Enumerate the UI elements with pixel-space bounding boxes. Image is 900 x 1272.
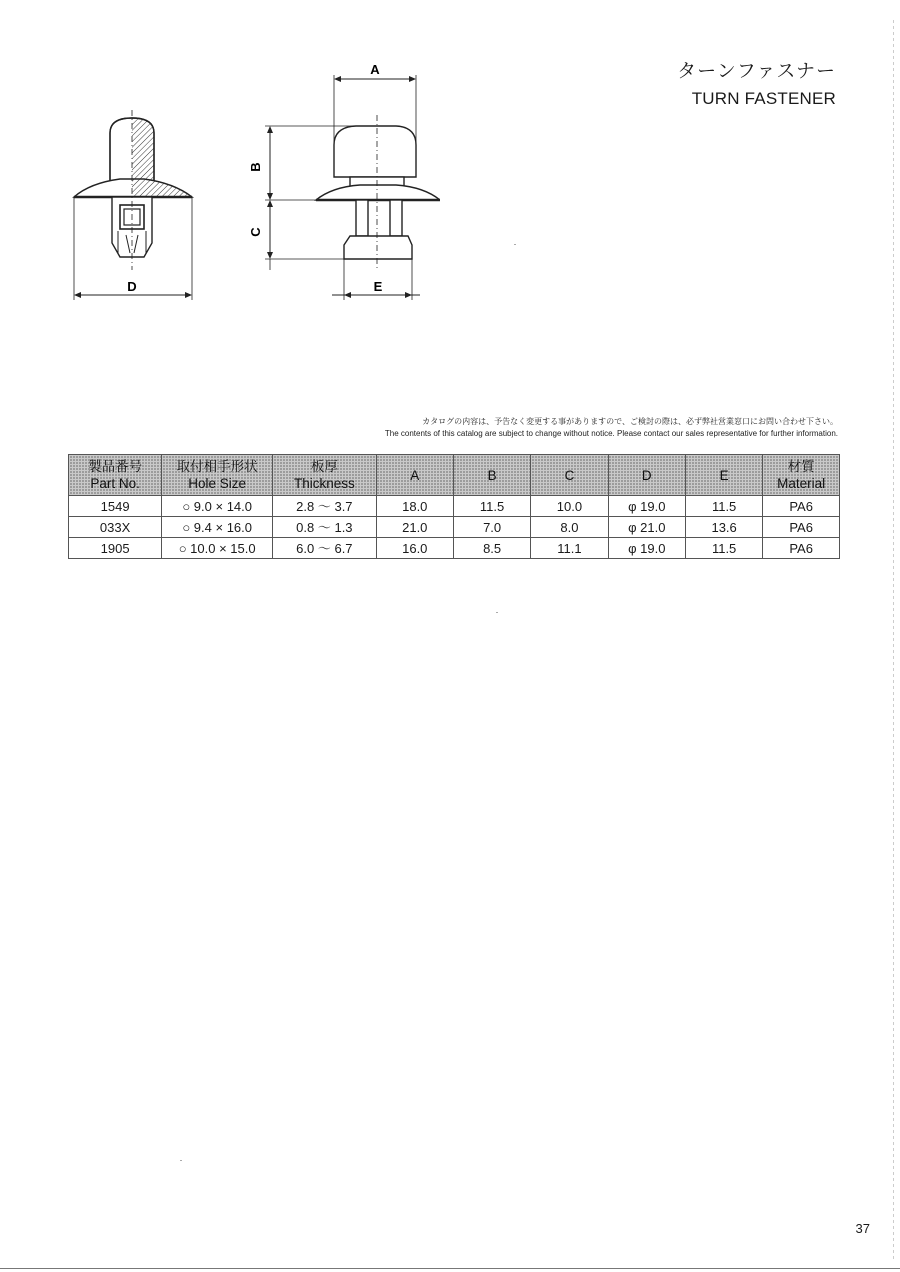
fastener-drawing [60,55,440,315]
page-number: 37 [855,1221,870,1236]
notice-japanese: カタログの内容は、予告なく変更する事がありますので、ご検討の際は、必ず弊社営業窓口にお問い合わせ下さい。 [422,417,838,426]
scan-dot [180,1160,182,1161]
dimension-label-e: E [373,279,383,294]
header-d: D [608,455,685,496]
scan-dot [514,244,516,245]
cell-material: PA6 [763,517,840,538]
table-header-row [69,455,840,496]
cell-c: 10.0 [531,496,608,517]
page-edge [893,20,894,1260]
cell-hole-size: ○ 9.0 × 14.0 [162,496,273,517]
title-japanese: ターンファスナー [677,60,836,82]
header-e: E [685,455,762,496]
table-row [69,517,840,538]
cell-thickness: 0.8 ～ 1.3 [273,517,376,538]
cell-d: φ 21.0 [608,517,685,538]
cell-b: 11.5 [453,496,530,517]
cell-c: 8.0 [531,517,608,538]
cell-hole-size: ○ 10.0 × 15.0 [162,538,273,559]
cell-a: 16.0 [376,538,453,559]
dimension-label-c: C [248,227,263,237]
table-row [69,496,840,517]
cell-thickness: 2.8 ～ 3.7 [273,496,376,517]
cell-e: 13.6 [685,517,762,538]
table-row [69,538,840,559]
cell-material: PA6 [763,496,840,517]
header-hole-size: 取付相手形状 Hole Size [162,455,273,496]
cell-d: φ 19.0 [608,496,685,517]
cell-material: PA6 [763,538,840,559]
cell-d: φ 19.0 [608,538,685,559]
spec-table [68,454,840,559]
dimension-label-b: B [248,162,263,172]
cell-part-no: 1549 [69,496,162,517]
side-section-view [74,110,192,300]
header-material: 材質 Material [763,455,840,496]
notice-english: The contents of this catalog are subject to change without notice. Please contact our sales representative for further information. [384,429,838,438]
cell-b: 7.0 [453,517,530,538]
header-b: B [453,455,530,496]
cell-e: 11.5 [685,538,762,559]
dimension-label-a: A [370,62,380,77]
header-part-no: 製品番号 Part No. [69,455,162,496]
cell-a: 21.0 [376,517,453,538]
header-thickness: 板厚 Thickness [273,455,376,496]
header-c: C [531,455,608,496]
cell-hole-size: ○ 9.4 × 16.0 [162,517,273,538]
cell-a: 18.0 [376,496,453,517]
bottom-rule [0,1268,900,1269]
title-block [677,58,836,114]
cell-thickness: 6.0 ～ 6.7 [273,538,376,559]
cell-b: 8.5 [453,538,530,559]
scan-dot [496,612,498,613]
cell-e: 11.5 [685,496,762,517]
catalog-notice [385,416,838,440]
front-view [265,75,440,300]
header-a: A [376,455,453,496]
title-english: TURN FASTENER [691,89,836,108]
cell-c: 11.1 [531,538,608,559]
cell-part-no: 1905 [69,538,162,559]
dimension-label-d: D [127,279,137,294]
cell-part-no: 033X [69,517,162,538]
